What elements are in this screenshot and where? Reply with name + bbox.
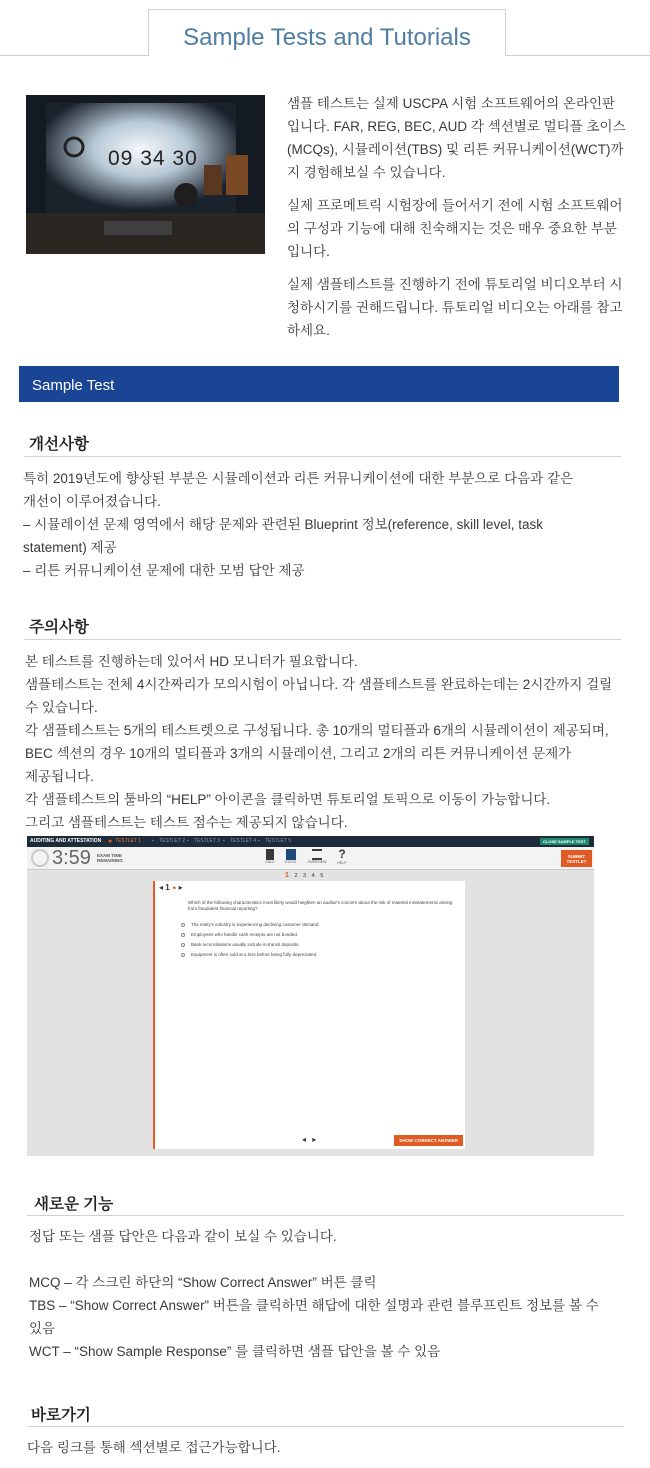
testlet-tab[interactable]: TESTLET 2 (159, 838, 186, 844)
page-number[interactable]: 5 (320, 873, 324, 879)
section-divider (27, 1215, 624, 1216)
testlet-tab-active[interactable]: TESTLET 1 (115, 838, 142, 844)
calculator-icon (266, 849, 274, 860)
prev-arrow-icon[interactable]: ◂ (159, 883, 164, 892)
page-number-active[interactable]: 1 (285, 872, 289, 879)
submit-testlet-button[interactable]: SUBMIT TESTLET (561, 850, 592, 867)
notes-text (25, 650, 625, 834)
hero-clock-text: 09 34 30 (108, 147, 198, 170)
testlet-tab[interactable]: TESTLET 3 (194, 838, 221, 844)
exam-timer: 3:59 (52, 847, 91, 869)
show-correct-answer-button[interactable]: SHOW CORRECT ANSWER (394, 1135, 463, 1146)
location-pin-icon: ● (108, 838, 113, 845)
lock-icon: ▪ (223, 838, 225, 844)
tool-label: HELP (337, 861, 347, 865)
calc-tool[interactable] (263, 849, 277, 864)
tool-label: CALC (265, 860, 275, 864)
text-line: TBS – “Show Correct Answer” 버튼을 클릭하면 해답에 대한 설명과 관련 블루프린트 정보를 볼 수 (29, 1298, 599, 1313)
text-line: 샘플테스트는 전체 4시간짜리가 모의시험이 아닙니다. 각 샘플테스트를 완료하는데는 2시간까지 걸릴 (25, 677, 613, 692)
question-pager (285, 872, 323, 879)
radio-button[interactable] (181, 933, 185, 937)
text-line: statement) 제공 (23, 540, 117, 555)
text-line: 그리고 샘플테스트는 테스트 점수는 제공되지 않습니다. (25, 815, 348, 830)
improvements-text (23, 467, 623, 582)
section-divider (24, 456, 621, 457)
sample-test-bar: Sample Test (19, 366, 619, 402)
option-text: Equipment is often sold at a loss before being fully depreciated. (191, 952, 318, 957)
shortcuts-text (27, 1436, 627, 1459)
question-header (159, 883, 183, 892)
text-line: 다음 링크를 통해 섹션별로 접근가능합니다. (27, 1440, 281, 1455)
lock-icon: ▪ (258, 838, 260, 844)
excel-icon (286, 849, 296, 860)
page-number[interactable]: 3 (303, 873, 307, 879)
page-number[interactable]: 4 (311, 873, 315, 879)
exam-top-bar (27, 836, 594, 847)
tool-label: EXCEL (285, 860, 297, 864)
intro-text (287, 92, 627, 352)
radio-button[interactable] (181, 943, 185, 947)
exam-section-name: AUDITING AND ATTESTATION (30, 838, 102, 844)
text-line: WCT – “Show Sample Response” 를 클릭하면 샘플 답안을 볼 수 있음 (29, 1344, 441, 1359)
help-icon: ? (338, 847, 346, 861)
hero-image (26, 95, 265, 254)
notes-heading: 주의사항 (29, 619, 89, 636)
prev-arrow-icon[interactable]: ◂ (302, 1135, 307, 1144)
timer-icon (31, 849, 49, 867)
option-text: Employees who handle cash receipts are not bonded. (191, 932, 299, 937)
text-line: 제공됩니다. (25, 769, 94, 784)
intro-paragraph: 샘플 테스트는 실제 USCPA 시험 소프트웨어의 온라인판입니다. FAR, REG, BEC, AUD 각 섹션별로 멀티플 초이스(MCQs), 시뮬레이션(TBS) 및 리튼 커뮤니케이션(WCT)까지 경험해보실 수 있습니다. (287, 96, 626, 180)
question-number: 1 (165, 883, 170, 892)
close-sample-test-button[interactable]: CLOSE SAMPLE TEST (540, 838, 589, 845)
question-panel (153, 881, 465, 1149)
text-line: 본 테스트를 진행하는데 있어서 HD 모니터가 필요합니다. (25, 654, 358, 669)
answer-option[interactable] (191, 952, 317, 957)
help-tool[interactable] (334, 848, 350, 865)
answer-option[interactable] (191, 942, 300, 947)
radio-button[interactable] (181, 953, 185, 957)
excel-tool[interactable] (283, 849, 299, 864)
section-divider (24, 639, 621, 640)
intro-paragraph: 실제 프로메트릭 시험장에 들어서기 전에 시험 소프트웨어의 구성과 기능에 대해 친숙해지는 것은 매우 중요한 부분입니다. (287, 198, 623, 259)
flag-icon[interactable]: ⚑ (171, 886, 177, 892)
option-text: Bank reconciliations usually include in-transit deposits. (191, 942, 300, 947)
text-line: 특히 2019년도에 향상된 부분은 시뮬레이션과 리튼 커뮤니케이션에 대한 부분으로 다음과 같은 (23, 471, 574, 486)
bottom-nav (302, 1135, 316, 1144)
option-text: The entity's industry is experiencing declining customer demand. (191, 922, 320, 927)
testlet-tab[interactable]: TESTLET 5 (265, 838, 292, 844)
tool-label: OVERVIEW (307, 860, 327, 864)
lock-icon: ▪ (187, 838, 189, 844)
exam-software-screenshot (27, 836, 594, 1156)
exam-timer-label: EXAM TIME REMAINING (97, 853, 123, 863)
next-arrow-icon[interactable]: ▸ (178, 883, 183, 892)
next-arrow-icon[interactable]: ▸ (312, 1135, 317, 1144)
answer-option[interactable] (191, 932, 298, 937)
text-line: – 리튼 커뮤니케이션 문제에 대한 모범 답안 제공 (23, 563, 305, 578)
text-line (29, 1248, 629, 1271)
section-divider (27, 1426, 624, 1427)
text-line: 각 샘플테스트는 5개의 테스트렛으로 구성됩니다. 총 10개의 멀티플과 6개의 시뮬레이션이 제공되며, (25, 723, 609, 738)
text-line: 수 있습니다. (25, 700, 98, 715)
question-text: Which of the following characteristics most likely would heighten an auditor's concern about the risk of material misstatements arising from fraudulent financial reporting? (188, 900, 453, 911)
text-line: 정답 또는 샘플 답안은 다음과 같이 보실 수 있습니다. (29, 1229, 337, 1244)
overview-tool[interactable] (306, 849, 328, 864)
text-line: 각 샘플테스트의 툴바의 “HELP” 아이콘을 클릭하면 튜토리얼 토픽으로 이동이 가능합니다. (25, 792, 551, 807)
new-features-text (29, 1225, 629, 1363)
text-line: BEC 섹션의 경우 10개의 멀티플과 3개의 시뮬레이션, 그리고 2개의 리튼 커뮤니케이션 문제가 (25, 746, 572, 761)
improvements-heading: 개선사항 (29, 436, 89, 453)
lock-icon: ▪ (152, 838, 154, 844)
list-icon (312, 849, 322, 860)
page-number[interactable]: 2 (294, 873, 298, 879)
text-line: – 시뮬레이션 문제 영역에서 해당 문제와 관련된 Blueprint 정보(reference, skill level, task (23, 517, 543, 532)
text-line: 있음 (29, 1321, 56, 1336)
radio-button[interactable] (181, 923, 185, 927)
page-title: Sample Tests and Tutorials (148, 9, 506, 56)
exam-toolbar (27, 847, 594, 870)
intro-paragraph: 실제 샘플테스트를 진행하기 전에 튜토리얼 비디오부터 시청하시기를 권해드립니다. 튜토리얼 비디오는 아래를 참고하세요. (287, 277, 623, 338)
testlet-tab[interactable]: TESTLET 4 (230, 838, 257, 844)
text-line: 개선이 이루어졌습니다. (23, 494, 161, 509)
new-features-heading: 새로운 기능 (34, 1196, 114, 1213)
answer-option[interactable] (191, 922, 320, 927)
text-line: MCQ – 각 스크린 하단의 “Show Correct Answer” 버튼 클릭 (29, 1275, 377, 1290)
shortcuts-heading: 바로가기 (31, 1407, 91, 1424)
